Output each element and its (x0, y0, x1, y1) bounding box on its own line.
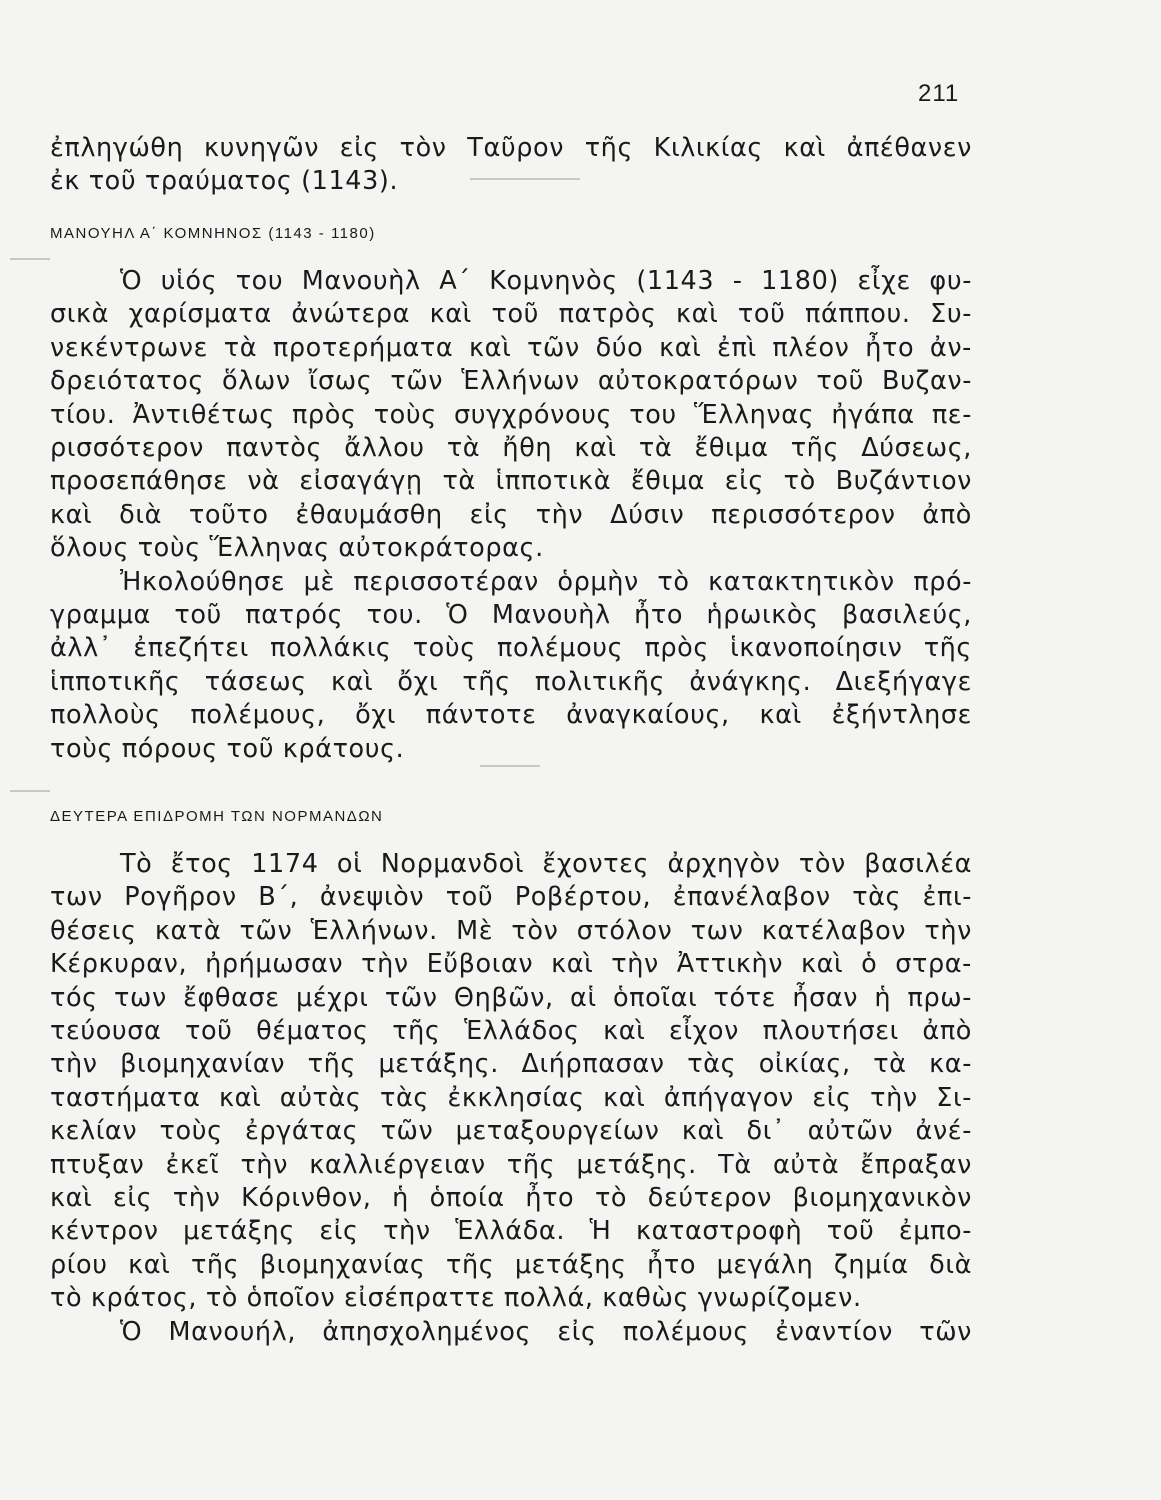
text-line: ρισσότερον παντὸς ἄλλου τὰ ἤθη καὶ τὰ ἔθιμα τῆς Δύσεως, (50, 433, 972, 464)
text-line: πτυξαν ἐκεῖ τὴν καλλιέργειαν τῆς μετάξης. Τὰ αὐτὰ ἔπραξαν (50, 1149, 972, 1180)
text-line: κέντρον μετάξης εἰς τὴν Ἑλλάδα. Ἡ καταστροφὴ τοῦ ἐμπο- (50, 1216, 972, 1247)
text-line: σικὰ χαρίσματα ἀνώτερα καὶ τοῦ πατρὸς καὶ τοῦ πάππου. Συ- (50, 299, 972, 330)
text-line: καὶ εἰς τὴν Κόρινθον, ἡ ὁποία ἦτο τὸ δεύτερον βιομηχανικὸν (50, 1183, 972, 1214)
section-heading-manuel: ΜΑΝΟΥΗΛ Α΄ ΚΟΜΝΗΝΟΣ (1143 - 1180) (50, 225, 376, 242)
text-line: Κέρκυραν, ἠρήμωσαν τὴν Εὔβοιαν καὶ τὴν Ἀττικὴν καὶ ὁ στρα- (50, 949, 972, 980)
text-line: τεύουσα τοῦ θέματος τῆς Ἑλλάδος καὶ εἶχον πλουτήσει ἀπὸ (50, 1016, 972, 1047)
text-line: γραμμα τοῦ πατρός του. Ὁ Μανουὴλ ἦτο ἡρωικὸς βασιλεύς, (50, 600, 972, 631)
text-line: τός των ἔφθασε μέχρι τῶν Θηβῶν, αἱ ὁποῖαι τότε ἦσαν ἡ πρω- (50, 982, 972, 1013)
text-line: τὸ κράτος, τὸ ὁποῖον εἰσέπραττε πολλά, καθὼς γνωρίζομεν. (50, 1283, 862, 1314)
text-line: ἀλλ᾽ ἐπεζήτει πολλάκις τοὺς πολέμους πρὸς ἱκανοποίησιν τῆς (50, 633, 972, 664)
page-number: 211 (918, 80, 960, 107)
text-line: ταστήματα καὶ αὐτὰς τὰς ἐκκλησίας καὶ ἀπήγαγον εἰς τὴν Σι- (50, 1082, 972, 1113)
text-line: κελίαν τοὺς ἐργάτας τῶν μεταξουργείων καὶ δι᾽ αὐτῶν ἀνέ- (50, 1116, 972, 1147)
text-line: ἐκ τοῦ τραύματος (1143). (50, 166, 399, 197)
text-line: τοὺς πόρους τοῦ κράτους. (50, 733, 405, 764)
text-line: δρειότατος ὅλων ἴσως τῶν Ἑλλήνων αὐτοκρατόρων τοῦ Βυζαν- (50, 366, 972, 397)
text-line: θέσεις κατὰ τῶν Ἑλλήνων. Μὲ τὸν στόλον των κατέλαβον τὴν (50, 915, 972, 946)
text-line: πολλοὺς πολέμους, ὄχι πάντοτε ἀναγκαίους, καὶ ἐξήντλησε (50, 700, 972, 731)
text-line: προσεπάθησε νὰ εἰσαγάγῃ τὰ ἱπποτικὰ ἔθιμα εἰς τὸ Βυζάντιον (50, 466, 972, 497)
text-line: ἱπποτικῆς τάσεως καὶ ὄχι τῆς πολιτικῆς ἀνάγκης. Διεξήγαγε (50, 666, 972, 697)
section-heading-normans: ΔΕΥΤΕΡΑ ΕΠΙΔΡΟΜΗ ΤΩΝ ΝΟΡΜΑΝΔΩΝ (50, 808, 384, 825)
section-normans-text (50, 848, 972, 1349)
text-line: των Ρογῆρον Β΄, ἀνεψιὸν τοῦ Ροβέρτου, ἐπανέλαβον τὰς ἐπι- (50, 882, 972, 913)
text-line: Ὁ Μανουήλ, ἀπησχολημένος εἰς πολέμους ἐναντίον τῶν (120, 1316, 972, 1347)
text-line: καὶ διὰ τοῦτο ἐθαυμάσθη εἰς τὴν Δύσιν περισσότερον ἀπὸ (50, 499, 972, 530)
section-manuel-text (50, 265, 972, 766)
text-line: τὴν βιομηχανίαν τῆς μετάξης. Διήρπασαν τὰς οἰκίας, τὰ κα- (50, 1049, 972, 1080)
text-line: νεκέντρωνε τὰ προτερήματα καὶ τῶν δύο καὶ ἐπὶ πλέον ἦτο ἀν- (50, 332, 972, 363)
text-line: τίου. Ἀντιθέτως πρὸς τοὺς συγχρόνους του Ἕλληνας ἠγάπα πε- (50, 399, 972, 430)
intro-paragraph (50, 132, 972, 199)
text-line: ὅλους τοὺς Ἕλληνας αὐτοκράτορας. (50, 533, 544, 564)
text-line: ρίου καὶ τῆς βιομηχανίας τῆς μετάξης ἦτο μεγάλη ζημία διὰ (50, 1249, 972, 1280)
text-line: Ἠκολούθησε μὲ περισσοτέραν ὁρμὴν τὸ κατακτητικὸν πρό- (120, 566, 972, 597)
text-line: ἐπληγώθη κυνηγῶν εἰς τὸν Ταῦρον τῆς Κιλικίας καὶ ἀπέθανεν (50, 133, 972, 163)
text-line: Τὸ ἔτος 1174 οἱ Νορμανδοὶ ἔχοντες ἀρχηγὸν τὸν βασιλέα (120, 849, 972, 879)
text-line: Ὁ υἱός του Μανουὴλ Α΄ Κομνηνὸς (1143 - 1180) εἶχε φυ- (120, 266, 972, 296)
margin-mark (10, 790, 50, 792)
margin-mark (10, 258, 50, 260)
